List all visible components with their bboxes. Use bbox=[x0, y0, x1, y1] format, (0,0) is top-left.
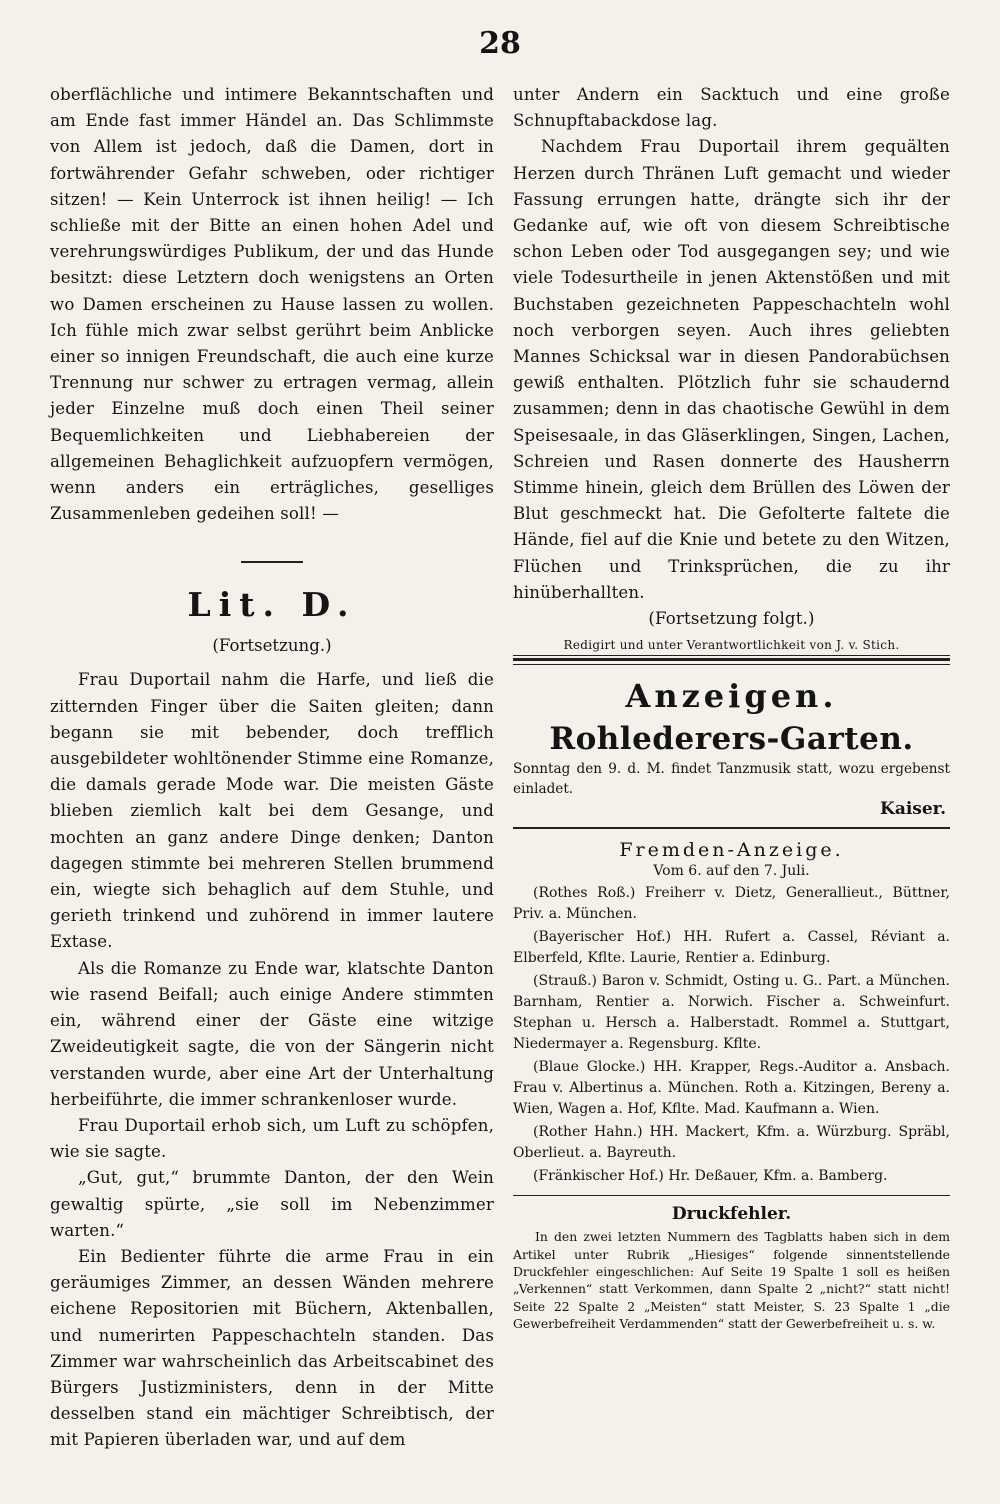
visitor-entry: (Rothes Roß.) Freiherr v. Dietz, Generallieut., Büttner, Priv. a. München. bbox=[513, 885, 950, 923]
section-divider bbox=[241, 561, 303, 563]
visitors-title: Fremden-Anzeige. bbox=[619, 839, 844, 862]
continuation-note: (Fortsetzung folgt.) bbox=[648, 609, 815, 629]
errata-text: In den zwei letzten Nummern des Tagblatts haben sich in dem Artikel unter Rubrik „Hiesiges“ folgende sinnentstellende Druckfehler eingeschlichen: Auf Seite 19 Spalte 1 soll es heißen „Verkennen“ statt Verkommen, dann Spalte 2 „nicht?“ statt nicht! Seite 22 Spalte 2 „Meisten“ statt Meister, S. 23 Spalte 1 „die Gewerbefreiheit Verdammenden“ statt der Gewerbefreiheit u. s. w. bbox=[513, 1229, 950, 1332]
story-paragraph: Als die Romanze zu Ende war, klatschte Danton wie rasend Beifall; auch einige Andere stimmten ein, während einer der Gäste eine witzige Zweideutigkeit sagte, die von der Sängerin nicht verstanden wurde, aber eine Art der Unterhaltung herbeiführte, die immer schrankenloser wurde. bbox=[50, 958, 494, 1109]
story-paragraph: Ein Bedienter führte die arme Frau in ein geräumiges Zimmer, an dessen Wänden mehrere eichene Repositorien mit Büchern, Aktenballen, und numerirten Pappeschachteln standen. Das Zimmer war wahrscheinlich das Arbeitscabinet des Bürgers Justizministers, denn in der Mitte desselben stand ein mächtiger Schreibtisch, der mit Papieren überladen war, und auf dem bbox=[50, 1246, 494, 1450]
visitor-entry: (Blaue Glocke.) HH. Krapper, Regs.-Auditor a. Ansbach. Frau v. Albertinus a. München. Roth a. Kitzingen, Bereny a. Wien, Wagen a. Hof, Kflte. Mad. Kaufmann a. Wien. bbox=[513, 1059, 950, 1118]
double-rule bbox=[513, 658, 950, 665]
visitor-entry: (Strauß.) Baron v. Schmidt, Osting u. G.. Part. a München. Barnham, Rentier a. Norwich. Fischer a. Schweinfurt. Stephan u. Hersch a. Halberstadt. Rommel a. Stuttgart, Niedermayer a. Regensburg. Kflte. bbox=[513, 973, 950, 1053]
visitor-entry: (Rother Hahn.) HH. Mackert, Kfm. a. Würzburg. Spräbl, Oberlieut. a. Bayreuth. bbox=[513, 1124, 950, 1162]
page-number: 28 bbox=[479, 26, 521, 61]
visitor-entry: (Fränkischer Hof.) Hr. Deßauer, Kfm. a. Bamberg. bbox=[533, 1168, 888, 1185]
section-title: Lit. D. bbox=[187, 585, 357, 625]
garden-ad-text: Sonntag den 9. d. M. findet Tanzmusik statt, wozu ergebenst einladet. bbox=[513, 761, 950, 798]
errata-title: Druckfehler. bbox=[671, 1204, 792, 1225]
story-paragraph: Frau Duportail erhob sich, um Luft zu schöpfen, wie sie sagte. bbox=[50, 1115, 494, 1162]
story-paragraph: „Gut, gut,“ brummte Danton, der den Wein gewaltig spürte, „sie soll im Nebenzimmer warten.“ bbox=[50, 1168, 494, 1240]
left-column bbox=[50, 82, 494, 1454]
ads-divider bbox=[513, 827, 950, 829]
visitors-date: Vom 6. auf den 7. Juli. bbox=[653, 863, 810, 880]
editor-imprint: Redigirt und unter Verantwortlichkeit von J. v. Stich. bbox=[513, 638, 950, 656]
garden-ad-title: Rohlederers-Garten. bbox=[549, 721, 914, 758]
story-paragraph: Frau Duportail nahm die Harfe, und ließ die zitternden Finger über die Saiten gleiten; dann begann sie mit bebender, doch trefflich ausgebildeter wohltönender Stimme eine Romanze, die damals gerade Mode war. Die meisten Gäste blieben ziemlich kalt bei dem Gesange, und mochten an ganz andere Dinge denken; Danton dagegen stimmte bei mehreren Stellen brummend ein, wiegte sich behaglich auf dem Stuhle, und gerieth trinkend und zuhörend in immer lautere Extase. bbox=[50, 670, 494, 952]
garden-ad-signer: Kaiser. bbox=[880, 799, 946, 820]
errata-divider bbox=[513, 1195, 950, 1196]
section-subtitle: (Fortsetzung.) bbox=[212, 636, 332, 656]
right-column bbox=[513, 82, 950, 1333]
story-paragraph: unter Andern ein Sacktuch und eine große Schnupftabackdose lag. bbox=[513, 85, 950, 131]
visitor-entry: (Bayerischer Hof.) HH. Rufert a. Cassel, Réviant a. Elberfeld, Kflte. Laurie, Rentier a. Edinburg. bbox=[513, 929, 950, 967]
story-paragraph: Nachdem Frau Duportail ihrem gequälten Herzen durch Thränen Luft gemacht und wieder Fassung errungen hatte, drängte sich ihr der Gedanke auf, wie oft von diesem Schreibtische schon Leben oder Tod ausgegangen sey; und wie viele Todesurtheile in jenen Aktenstößen und mit Buchstaben gezeichneten Pappeschachteln wohl noch verborgen seyen. Auch ihres geliebten Mannes Schicksal war in diesen Pandorabüchsen gewiß enthalten. Plötzlich fuhr sie schaudernd zusammen; denn in das chaotische Gewühl in dem Speisesaale, in das Gläserklingen, Singen, Lachen, Schreien und Rasen donnerte des Hausherrn Stimme hinein, gleich dem Brüllen des Löwen der Blut geschmeckt hat. Die Gefolterte faltete die Hände, fiel auf die Knie und betete zu den Witzen, Flüchen und Trinksprüchen, die zu ihr hinüberhallten. bbox=[513, 137, 950, 602]
ads-title: Anzeigen. bbox=[625, 677, 838, 716]
intro-paragraph: oberflächliche und intimere Bekanntschaften und am Ende fast immer Händel an. Das Schlimmste von Allem ist jedoch, daß die Damen, dort in fortwährender Gefahr schweben, oder richtiger sitzen! — Kein Unterrock ist ihnen heilig! — Ich schließe mit der Bitte an einen hohen Adel und verehrungswürdiges Publikum, der und das Hunde besitzt: diese Letztern doch wenigstens an Orten wo Damen erscheinen zu Hause lassen zu wollen. Ich fühle mich zwar selbst gerührt beim Anblicke einer so innigen Freundschaft, die auch eine kurze Trennung nur schwer zu ertragen vermag, allein jeder Einzelne muß doch einen Theil seiner Bequemlichkeiten und Liebhabereien der allgemeinen Behaglichkeit aufzuopfern vermögen, wenn anders ein erträgliches, geselliges Zusammenleben gedeihen soll! — bbox=[50, 85, 494, 524]
